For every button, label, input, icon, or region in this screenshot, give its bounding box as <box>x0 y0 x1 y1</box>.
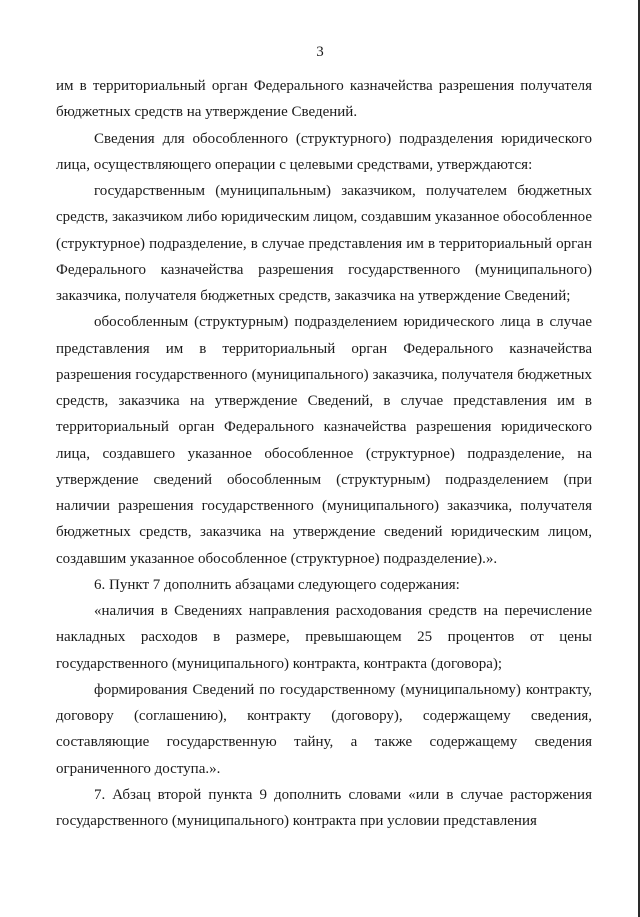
paragraph-state-customer: государственным (муниципальным) заказчиком, получателем бюджетных средств, заказчиком либо юридическим лицом, создавшим указанное обособленное (структурное) подразделение, в случае представления им в территориальный орган Федерального казначейства разрешения государственного (муниципального) заказчика, получателя бюджетных средств, заказчика на утверждение Сведений; <box>56 183 592 304</box>
paragraph-state-secret: формирования Сведений по государственному (муниципальному) контракту, договору (соглашению), контракту (договору), содержащему сведения, составляющие государственную тайну, а также содержащему сведения ограниченного доступа.». <box>56 681 592 777</box>
document-body <box>56 73 592 834</box>
page-number: 3 <box>316 44 324 60</box>
paragraph-continuation: им в территориальный орган Федерального казначейства разрешения получателя бюджетных средств на утверждение Сведений. <box>56 78 592 121</box>
paragraph-overhead-costs: «наличия в Сведениях направления расходования средств на перечисление накладных расходов в размере, превышающем 25 процентов от цены государственного (муниципального) контракта, контракта (договора); <box>56 603 592 672</box>
paragraph-separate-division: обособленным (структурным) подразделением юридического лица в случае представления им в территориальный орган Федерального казначейства разрешения государственного (муниципального) заказчика, получателя бюджетных средств, заказчика на утверждение Сведений, в случае представления им в территориальный орган Федерального казначейства разрешения юридического лица, создавшего указанное обособленное (структурное) подразделение, на утверждение сведений обособленным (структурным) подразделением (при наличии разрешения государственного (муниципального) заказчика, получателя бюджетных средств, заказчика на утверждение сведений юридическим лицом, создавшим указанное обособленное (структурное) подразделение).». <box>56 314 592 567</box>
paragraph-item-6: 6. Пункт 7 дополнить абзацами следующего содержания: <box>94 576 460 593</box>
paragraph-item-7: 7. Абзац второй пункта 9 дополнить словами «или в случае расторжения государственного (муниципального) контракта при условии представления <box>56 786 592 829</box>
paragraph-approval-intro: Сведения для обособленного (структурного) подразделения юридического лица, осуществляющего операции с целевыми средствами, утверждаются: <box>56 130 592 173</box>
